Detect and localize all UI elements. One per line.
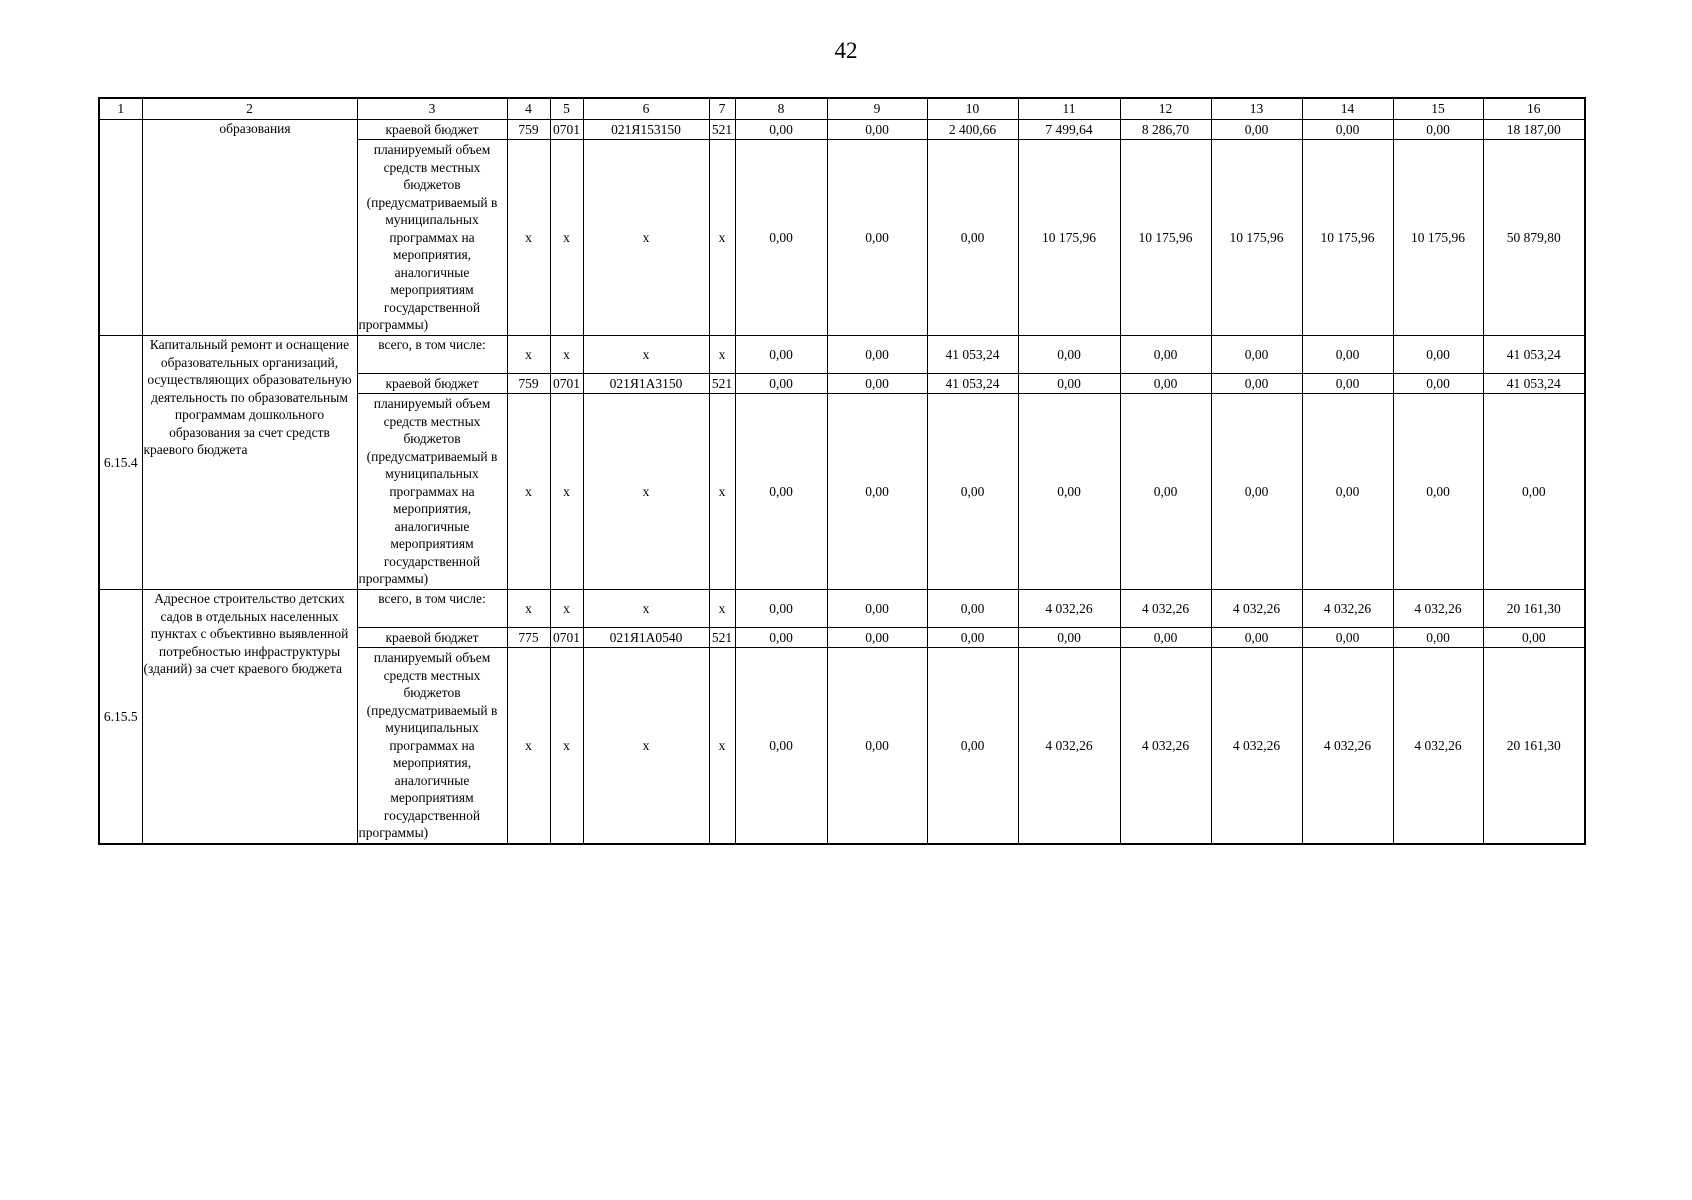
csr-code: x: [583, 648, 709, 844]
value-cell: 4 032,26: [1018, 590, 1120, 628]
value-cell: 0,00: [1393, 628, 1483, 648]
csr-code: x: [583, 394, 709, 590]
rz-pr-code: x: [550, 140, 583, 336]
csr-code: 021Я153150: [583, 120, 709, 140]
source-cell: планируемый объем средств местных бюджетов (предусматриваемый в муниципальных программах на мероприятия, аналогичные мероприятиям государственной программы): [357, 394, 507, 590]
header-cell: 9: [827, 98, 927, 120]
value-cell: 0,00: [827, 628, 927, 648]
value-cell: 8 286,70: [1120, 120, 1211, 140]
header-cell: 12: [1120, 98, 1211, 120]
value-cell: 4 032,26: [1211, 648, 1302, 844]
value-cell: 4 032,26: [1302, 648, 1393, 844]
value-cell: 0,00: [735, 140, 827, 336]
value-cell: 0,00: [827, 140, 927, 336]
gr-code: x: [507, 336, 550, 374]
rz-pr-code: x: [550, 648, 583, 844]
header-cell: 14: [1302, 98, 1393, 120]
source-cell: планируемый объем средств местных бюджетов (предусматриваемый в муниципальных программах на мероприятия, аналогичные мероприятиям государственной программы): [357, 140, 507, 336]
value-cell: 4 032,26: [1211, 590, 1302, 628]
page-number: 42: [834, 38, 858, 63]
vr-code: x: [709, 140, 735, 336]
value-cell: 0,00: [1393, 336, 1483, 374]
value-cell: 0,00: [827, 336, 927, 374]
header-cell: 3: [357, 98, 507, 120]
header-cell: 5: [550, 98, 583, 120]
total-cell: 18 187,00: [1483, 120, 1585, 140]
value-cell: 0,00: [735, 336, 827, 374]
csr-code: 021Я1А0540: [583, 628, 709, 648]
header-cell: 13: [1211, 98, 1302, 120]
value-cell: 0,00: [1211, 394, 1302, 590]
value-cell: 0,00: [1018, 374, 1120, 394]
value-cell: 0,00: [1211, 336, 1302, 374]
value-cell: 4 032,26: [1393, 590, 1483, 628]
value-cell: 41 053,24: [927, 374, 1018, 394]
total-cell: 0,00: [1483, 628, 1585, 648]
gr-code: x: [507, 590, 550, 628]
header-cell: 16: [1483, 98, 1585, 120]
value-cell: 0,00: [735, 120, 827, 140]
value-cell: 0,00: [827, 374, 927, 394]
value-cell: 0,00: [1393, 374, 1483, 394]
value-cell: 10 175,96: [1018, 140, 1120, 336]
value-cell: 0,00: [1120, 374, 1211, 394]
header-cell: 11: [1018, 98, 1120, 120]
value-cell: 2 400,66: [927, 120, 1018, 140]
total-cell: 50 879,80: [1483, 140, 1585, 336]
value-cell: 0,00: [1302, 120, 1393, 140]
value-cell: 10 175,96: [1120, 140, 1211, 336]
value-cell: 7 499,64: [1018, 120, 1120, 140]
value-cell: 0,00: [1211, 374, 1302, 394]
table-row: [99, 336, 1585, 374]
gr-code: 759: [507, 120, 550, 140]
header-cell: 4: [507, 98, 550, 120]
header-cell: 6: [583, 98, 709, 120]
value-cell: 0,00: [827, 590, 927, 628]
value-cell: 0,00: [735, 374, 827, 394]
value-cell: 0,00: [927, 628, 1018, 648]
header-cell: 2: [142, 98, 357, 120]
value-cell: 0,00: [1018, 336, 1120, 374]
vr-code: 521: [709, 374, 735, 394]
value-cell: 0,00: [927, 648, 1018, 844]
source-cell: планируемый объем средств местных бюджетов (предусматриваемый в муниципальных программах на мероприятия, аналогичные мероприятиям государственной программы): [357, 648, 507, 844]
value-cell: 0,00: [1211, 628, 1302, 648]
value-cell: 4 032,26: [1120, 590, 1211, 628]
value-cell: 0,00: [1018, 394, 1120, 590]
value-cell: 10 175,96: [1211, 140, 1302, 336]
measure-name: Адресное строительство детских садов в отдельных населенных пунктах с объективно выявленной потребностью инфраструктуры (зданий) за счет краевого бюджета: [142, 590, 357, 844]
csr-code: 021Я1А3150: [583, 374, 709, 394]
value-cell: 0,00: [827, 120, 927, 140]
value-cell: 41 053,24: [927, 336, 1018, 374]
source-cell: всего, в том числе:: [357, 336, 507, 374]
value-cell: 0,00: [735, 628, 827, 648]
header-cell: 7: [709, 98, 735, 120]
rz-pr-code: x: [550, 394, 583, 590]
header-cell: 8: [735, 98, 827, 120]
value-cell: 0,00: [927, 140, 1018, 336]
vr-code: 521: [709, 120, 735, 140]
value-cell: 0,00: [1211, 120, 1302, 140]
total-cell: 0,00: [1483, 394, 1585, 590]
row-index: 6.15.4: [99, 336, 142, 590]
gr-code: 775: [507, 628, 550, 648]
rz-pr-code: 0701: [550, 120, 583, 140]
value-cell: 4 032,26: [1018, 648, 1120, 844]
total-cell: 41 053,24: [1483, 336, 1585, 374]
header-cell: 15: [1393, 98, 1483, 120]
table-row: [99, 120, 1585, 140]
gr-code: x: [507, 648, 550, 844]
value-cell: 0,00: [827, 394, 927, 590]
value-cell: 4 032,26: [1120, 648, 1211, 844]
value-cell: 0,00: [1393, 120, 1483, 140]
value-cell: 0,00: [827, 648, 927, 844]
header-cell: 1: [99, 98, 142, 120]
vr-code: 521: [709, 628, 735, 648]
vr-code: x: [709, 336, 735, 374]
rz-pr-code: x: [550, 590, 583, 628]
source-cell: краевой бюджет: [357, 628, 507, 648]
value-cell: 0,00: [927, 590, 1018, 628]
value-cell: 0,00: [1302, 394, 1393, 590]
csr-code: x: [583, 336, 709, 374]
csr-code: x: [583, 590, 709, 628]
total-cell: 41 053,24: [1483, 374, 1585, 394]
gr-code: x: [507, 394, 550, 590]
value-cell: 0,00: [735, 394, 827, 590]
value-cell: 0,00: [735, 590, 827, 628]
value-cell: 0,00: [927, 394, 1018, 590]
value-cell: 4 032,26: [1302, 590, 1393, 628]
vr-code: x: [709, 648, 735, 844]
value-cell: 0,00: [735, 648, 827, 844]
value-cell: 0,00: [1393, 394, 1483, 590]
value-cell: 10 175,96: [1302, 140, 1393, 336]
gr-code: 759: [507, 374, 550, 394]
gr-code: x: [507, 140, 550, 336]
table-row: [99, 590, 1585, 628]
budget-table: [98, 97, 1586, 845]
value-cell: 0,00: [1120, 394, 1211, 590]
source-cell: всего, в том числе:: [357, 590, 507, 628]
total-cell: 20 161,30: [1483, 590, 1585, 628]
csr-code: x: [583, 140, 709, 336]
row-index: 6.15.5: [99, 590, 142, 844]
value-cell: 0,00: [1302, 628, 1393, 648]
value-cell: 10 175,96: [1393, 140, 1483, 336]
vr-code: x: [709, 394, 735, 590]
header-cell: 10: [927, 98, 1018, 120]
value-cell: 0,00: [1120, 628, 1211, 648]
source-cell: краевой бюджет: [357, 120, 507, 140]
row-index: [99, 120, 142, 336]
rz-pr-code: x: [550, 336, 583, 374]
total-cell: 20 161,30: [1483, 648, 1585, 844]
vr-code: x: [709, 590, 735, 628]
measure-name: Капитальный ремонт и оснащение образовательных организаций, осуществляющих образовательную деятельность по образовательным программам дошкольного образования за счет средств краевого бюджета: [142, 336, 357, 590]
value-cell: 0,00: [1302, 336, 1393, 374]
rz-pr-code: 0701: [550, 628, 583, 648]
value-cell: 4 032,26: [1393, 648, 1483, 844]
measure-name: образования: [142, 120, 357, 336]
value-cell: 0,00: [1018, 628, 1120, 648]
source-cell: краевой бюджет: [357, 374, 507, 394]
value-cell: 0,00: [1120, 336, 1211, 374]
value-cell: 0,00: [1302, 374, 1393, 394]
rz-pr-code: 0701: [550, 374, 583, 394]
header-row: [99, 98, 1585, 120]
